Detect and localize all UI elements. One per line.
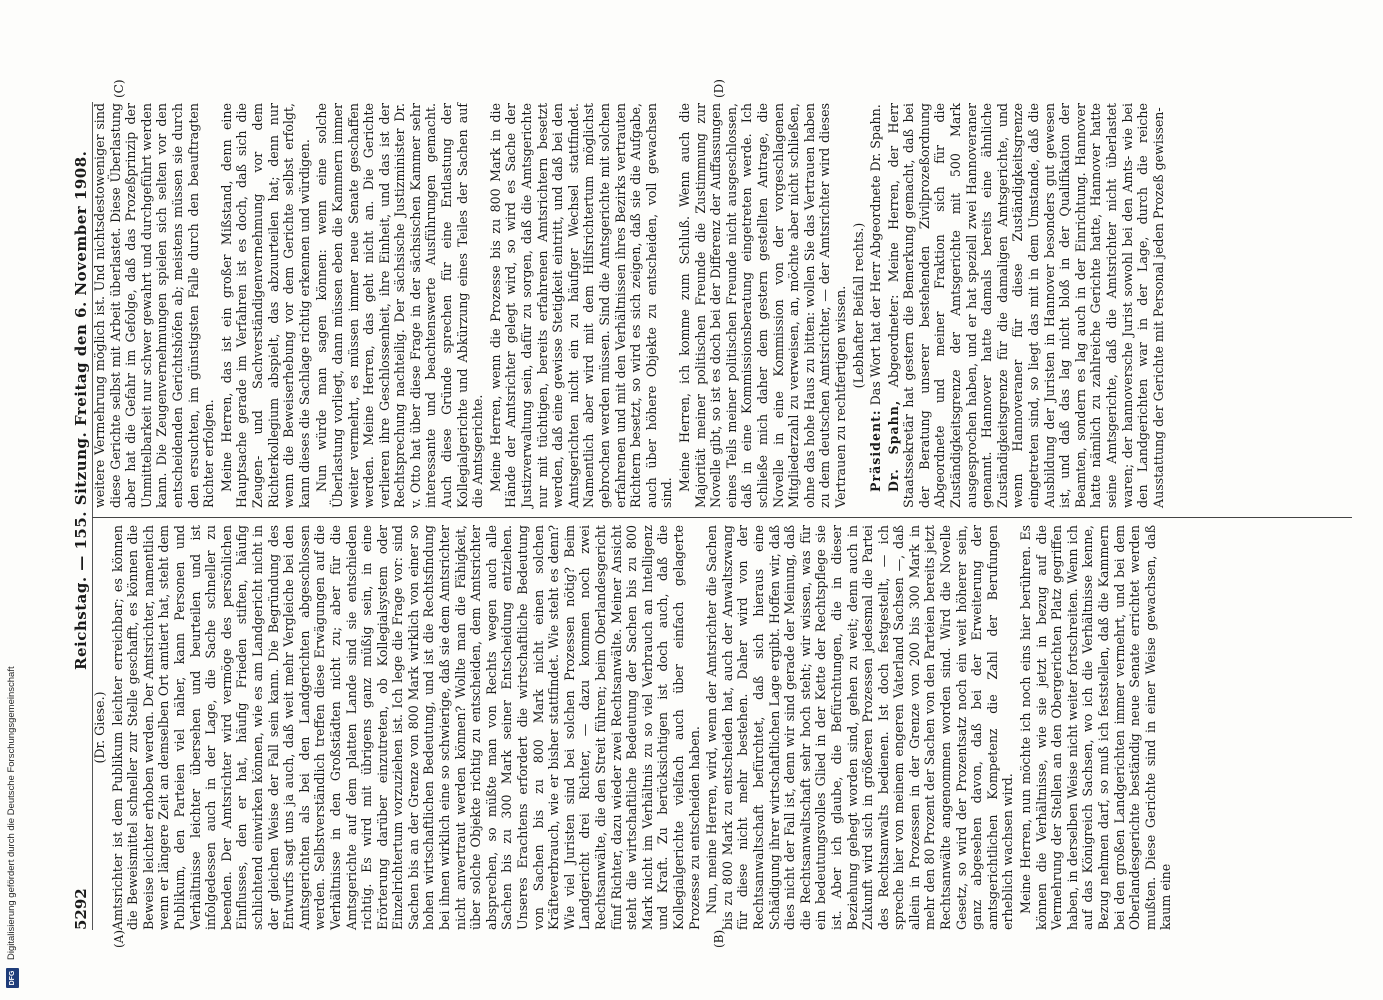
section-marker-c: (C) bbox=[112, 79, 126, 98]
section-marker-d: (D) bbox=[712, 79, 726, 98]
page-number: 5292 bbox=[72, 888, 90, 930]
column-divider bbox=[92, 517, 1352, 518]
applause-note: (Lebhafter Beifall rechts.) bbox=[850, 222, 866, 389]
paragraph: Meine Herren, das ist ein großer Mißstand, denn eine Hauptsache gerade im Verfahren ist es doch, daß sich die Zeugen- und Sachverständigenvernehmung vor dem Richterkollegium abspielt, das abzuurteilen hat; denn nur wenn die Beweiserhebung vor dem Gerichte selbst erfolgt, kann dieses die Sachlage richtig erkennen und würdigen. bbox=[218, 103, 312, 508]
left-text-column bbox=[92, 525, 1176, 930]
digitization-credit-text: Digitalisierung gefördert durch die Deutsche Forschungsgemeinschaft bbox=[6, 666, 17, 960]
section-marker-a: (A) bbox=[112, 929, 126, 948]
spahn-text: Abgeordneter: Meine Herren, der Herr Staatssekretär hat gestern die Bemerkung gemacht, daß bei der Beratung unserer bestehenden Zivilprozeßordnung Abgeordnete und meiner Fraktion sich für die Zuständigkeitsgrenze der Amtsgerichte mit 500 Mark ausgesprochen haben, und er hat speziell zwei Hannoveraner genannt. Hannover hatte damals bereits eine ähnliche Zuständigkeitsgrenze für die damaligen Amtsgerichte, und wenn Hannoveraner für diese Zuständigkeitsgrenze eingetreten sind, so liegt das mit in dem Umstande, daß die Ausbildung der Juristen in Hannover besonders gut gewesen ist, und daß das lag nicht bloß in der Qualifikation der Beamten, sondern es lag auch in der Einrichtung. Hannover hatte nämlich zu zahlreiche Gerichte hatte, Hannover hatte seine Amtsgerichte, daß die Amtsrichter nicht überlastet waren; der hannoversche Jurist sowohl bei den Amts- wie bei den Landgerichten war in der Lage, durch die reiche Ausstattung der Gerichte mit Personal jeden Prozeß gewissen- bbox=[885, 103, 1166, 508]
president-text: Das Wort hat der Herr Abgeordnete Dr. Spahn. bbox=[868, 104, 884, 406]
paragraph: Meine Herren, wenn die Prozesse bis zu 800 Mark in die Hände der Amtsrichter gelegt wird, so wird es Sache der Justizverwaltung sein, dafür zu sorgen, daß die Amtsgerichte nur mit tüchtigen, bereits erfahrenen Amtsrichtern besetzt werden, daß eine gewisse Stetigkeit eintritt, und daß bei den Amtsgerichten nicht ein zu häufiger Wechsel stattfindet. Namentlich aber wird mit dem Hilfsrichtertum möglichst gebrochen werden müssen. Sind die Amtsgerichte mit solchen erfahrenen und mit den Verhältnissen ihres Bezirks vertrauten Richtern besetzt, so wird es sich zeigen, daß sie die Aufgabe, auch über höhere Objekte zu entscheiden, voll gewachsen sind. bbox=[487, 103, 675, 508]
page-title: Reichstag. — 155. Sitzung. Freitag den 6. November 1908. bbox=[72, 150, 90, 670]
spahn-label: Dr. Spahn, bbox=[885, 399, 901, 492]
section-marker-b: (B) bbox=[712, 929, 726, 948]
speaker-reference: (Dr. Giese.) bbox=[92, 691, 107, 764]
president-label: Präsident: bbox=[868, 409, 884, 492]
dfg-logo-icon: DFG bbox=[6, 968, 19, 988]
president-paragraph bbox=[868, 103, 884, 508]
paragraph: Amtsrichter ist dem Publikum leichter erreichbar; es können die Beweismittel schneller zur Stelle geschafft, es können die Beweise leichter erhoben werden. Der Amtsrichter, namentlich wenn er längere Zeit an demselben Ort amtiert hat, steht dem Publikum, den Parteien viel näher, kann Personen und Verhältnisse leichter übersehen und beurteilen und ist infolgedessen auch in der Lage, die Sache schneller zu beenden. Der Amtsrichter wird vermöge des persönlichen Einflusses, den er hat, häufig Frieden stiften, häufig schlichtend einwirken können, wie es am Landgericht nicht in der gleichen Weise der Fall sein kann. Die Begründung des Entwurfs sagt uns ja auch, daß weit mehr Vergleiche bei den Amtsgerichten als bei den Landgerichten abgeschlossen werden. Selbstverständlich treffen diese Erwägungen auf die Verhältnisse in den Großstädten nicht zu; aber für die Amtsgerichte auf dem platten Lande sind sie entschieden richtig. Es wird mit übrigens ganz müßig sein, in eine Erörterung darüber einzutreten, ob Kollegialsystem oder Einzelrichtertum vorzuziehen ist. Ich lege die Frage vor: sind Sachen bis an der Grenze von 800 Mark wirklich von einer so hohen wirtschaftlichen Bedeutung, und ist die Rechtsfindung bei ihnen wirklich eine so schwierige, daß sie dem Amtsrichter nicht anvertraut werden können? Wollte man die Fähigkeit, über solche Objekte richtig zu entscheiden, dem Amtsrichter absprechen, so müßte man von Rechts wegen auch alle Sachen bis zu 300 Mark seiner Entscheidung entziehen. Unseres Erachtens erfordert die wirtschaftliche Bedeutung von Sachen bis zu 800 Mark nicht einen solchen Kräfteverbrauch, wie er bisher stattfindet. Wie steht es denn? Wie viel Juristen sind bei solchen Prozessen nötig? Beim Landgericht drei Richter, — dazu kommen noch zwei Rechtsanwälte, die den Streit führen; beim Oberlandesgericht fünf Richter, dazu wieder zwei Rechtsanwälte. Meiner Ansicht steht die wirtschaftliche Bedeutung der Sachen bis zu 800 Mark nicht im Verhältnis zu so viel Verbrauch an Intelligenz und Kraft. Zu berücksichtigen ist doch auch, daß die Kollegialgerichte vielfach auch über einfach gelagerte Prozesse zu entscheiden haben. bbox=[109, 525, 702, 930]
digitization-credit bbox=[0, 0, 26, 1000]
paragraph: weitere Vermehrung möglich ist. Und nichtsdestoweniger sind diese Gerichte selbst mit Arbeit überlastet. Diese Überlastung aber hat die Gefahr im Gefolge, daß das Prozeßprinzip der Unmittelbarkeit nur schwer gewahrt und durchgeführt werden kann. Die Zeugenvernehmungen spielen sich selten vor den entscheidenden Gerichtshöfen ab; meistens müssen sie durch den ersuchten, im günstigsten Falle durch den beauftragten Richter erfolgen. bbox=[92, 103, 217, 508]
spahn-paragraph bbox=[886, 103, 1167, 508]
right-text-column bbox=[92, 103, 1168, 508]
paragraph: Nun würde man sagen können: wenn eine solche Überlastung vorliegt, dann müssen eben die Kammern immer weiter vermehrt, es müssen immer neue Senate geschaffen werden. Meine Herren, das geht nicht an. Die Gerichte verlieren ihre Geschlossenheit, ihre Einheit, und das ist der Rechtsprechung nachteilig. Der sächsische Justizminister Dr. v. Otto hat über diese Frage in der sächsischen Kammer sehr interessante und beachtenswerte Ausführungen gemacht. Auch diese Gründe sprechen für eine Entlastung der Kollegialgerichte und Abkürzung eines Teiles der Sachen auf die Amtsgerichte. bbox=[314, 103, 486, 508]
paragraph: Meine Herren, nun möchte ich noch eins hier berühren. Es können die Verhältnisse, wie sie jetzt in bezug auf die Vermehrung der Stellen an den Obergerichten Platz gegriffen haben, in derselben Weise nicht weiter fortschreiten. Wenn ich auf das Königreich Sachsen, wo ich die Verhältnisse kenne, Bezug nehmen darf, so muß ich feststellen, daß die Kammern bei den großen Landgerichten immer vermehrt, und bei dem Oberlandesgerichte beständig neue Senate errichtet werden mußten. Diese Gerichte sind in einer Weise gewachsen, daß kaum eine bbox=[1018, 525, 1174, 930]
paragraph: Meine Herren, ich komme zum Schluß. Wenn auch die Majorität meiner politischen Freunde die Zustimmung zur Novelle gibt, so ist es doch bei der Differenz der Auffassungen eines Teils meiner politischen Freunde nicht ausgeschlossen, daß in eine Kommissionsberatung eingetreten werde. Ich schließe mich daher dem gestern gestellten Antrage, die Novelle in eine Kommission von der vorgeschlagenen Mitgliederzahl zu verweisen, an, möchte aber nicht schließen, ohne das hohe Haus zu bitten: wollen Sie das Vertrauen haben zu dem deutschen Amtsrichter, — der Amtsrichter wird dieses Vertrauen zu rechtfertigen wissen. bbox=[676, 103, 848, 508]
paragraph: Nun, meine Herren, wird, wenn der Amtsrichter die Sachen bis zu 800 Mark zu entscheiden hat, auch der Anwaltszwang für diese nicht mehr bestehen. Daher wird von der Rechtsanwaltschaft befürchtet, daß sich hieraus eine Schädigung ihrer wirtschaftlichen Lage ergibt. Hoffen wir, daß dies nicht der Fall ist, denn wir sind gerade der Meinung, daß die Rechtsanwaltschaft sehr hoch steht; wir wissen, was für ein bedeutungsvolles Glied in der Kette der Rechtspflege sie ist. Aber ich glaube, die Befürchtungen, die in dieser Beziehung gehegt worden sind, gehen zu weit; denn auch in Zukunft wird sich in größeren Prozessen jedesmal die Partei des Rechtsanwalts bedienen. Ist doch festgestellt, — ich spreche hier von meinem engeren Vaterland Sachsen —, daß allein in Prozessen in der Grenze von 200 bis 300 Mark in mehr den 80 Prozent der Sachen von den Parteien bereits jetzt Rechtsanwälte angenommen worden sind. Wird die Novelle Gesetz, so wird der Prozentsatz noch ein weit höherer sein, ganz abgesehen davon, daß bei der Erweiterung der amtsgerichtlichen Kompetenz die Zahl der Berufungen erheblich wachsen wird. bbox=[704, 525, 1016, 930]
